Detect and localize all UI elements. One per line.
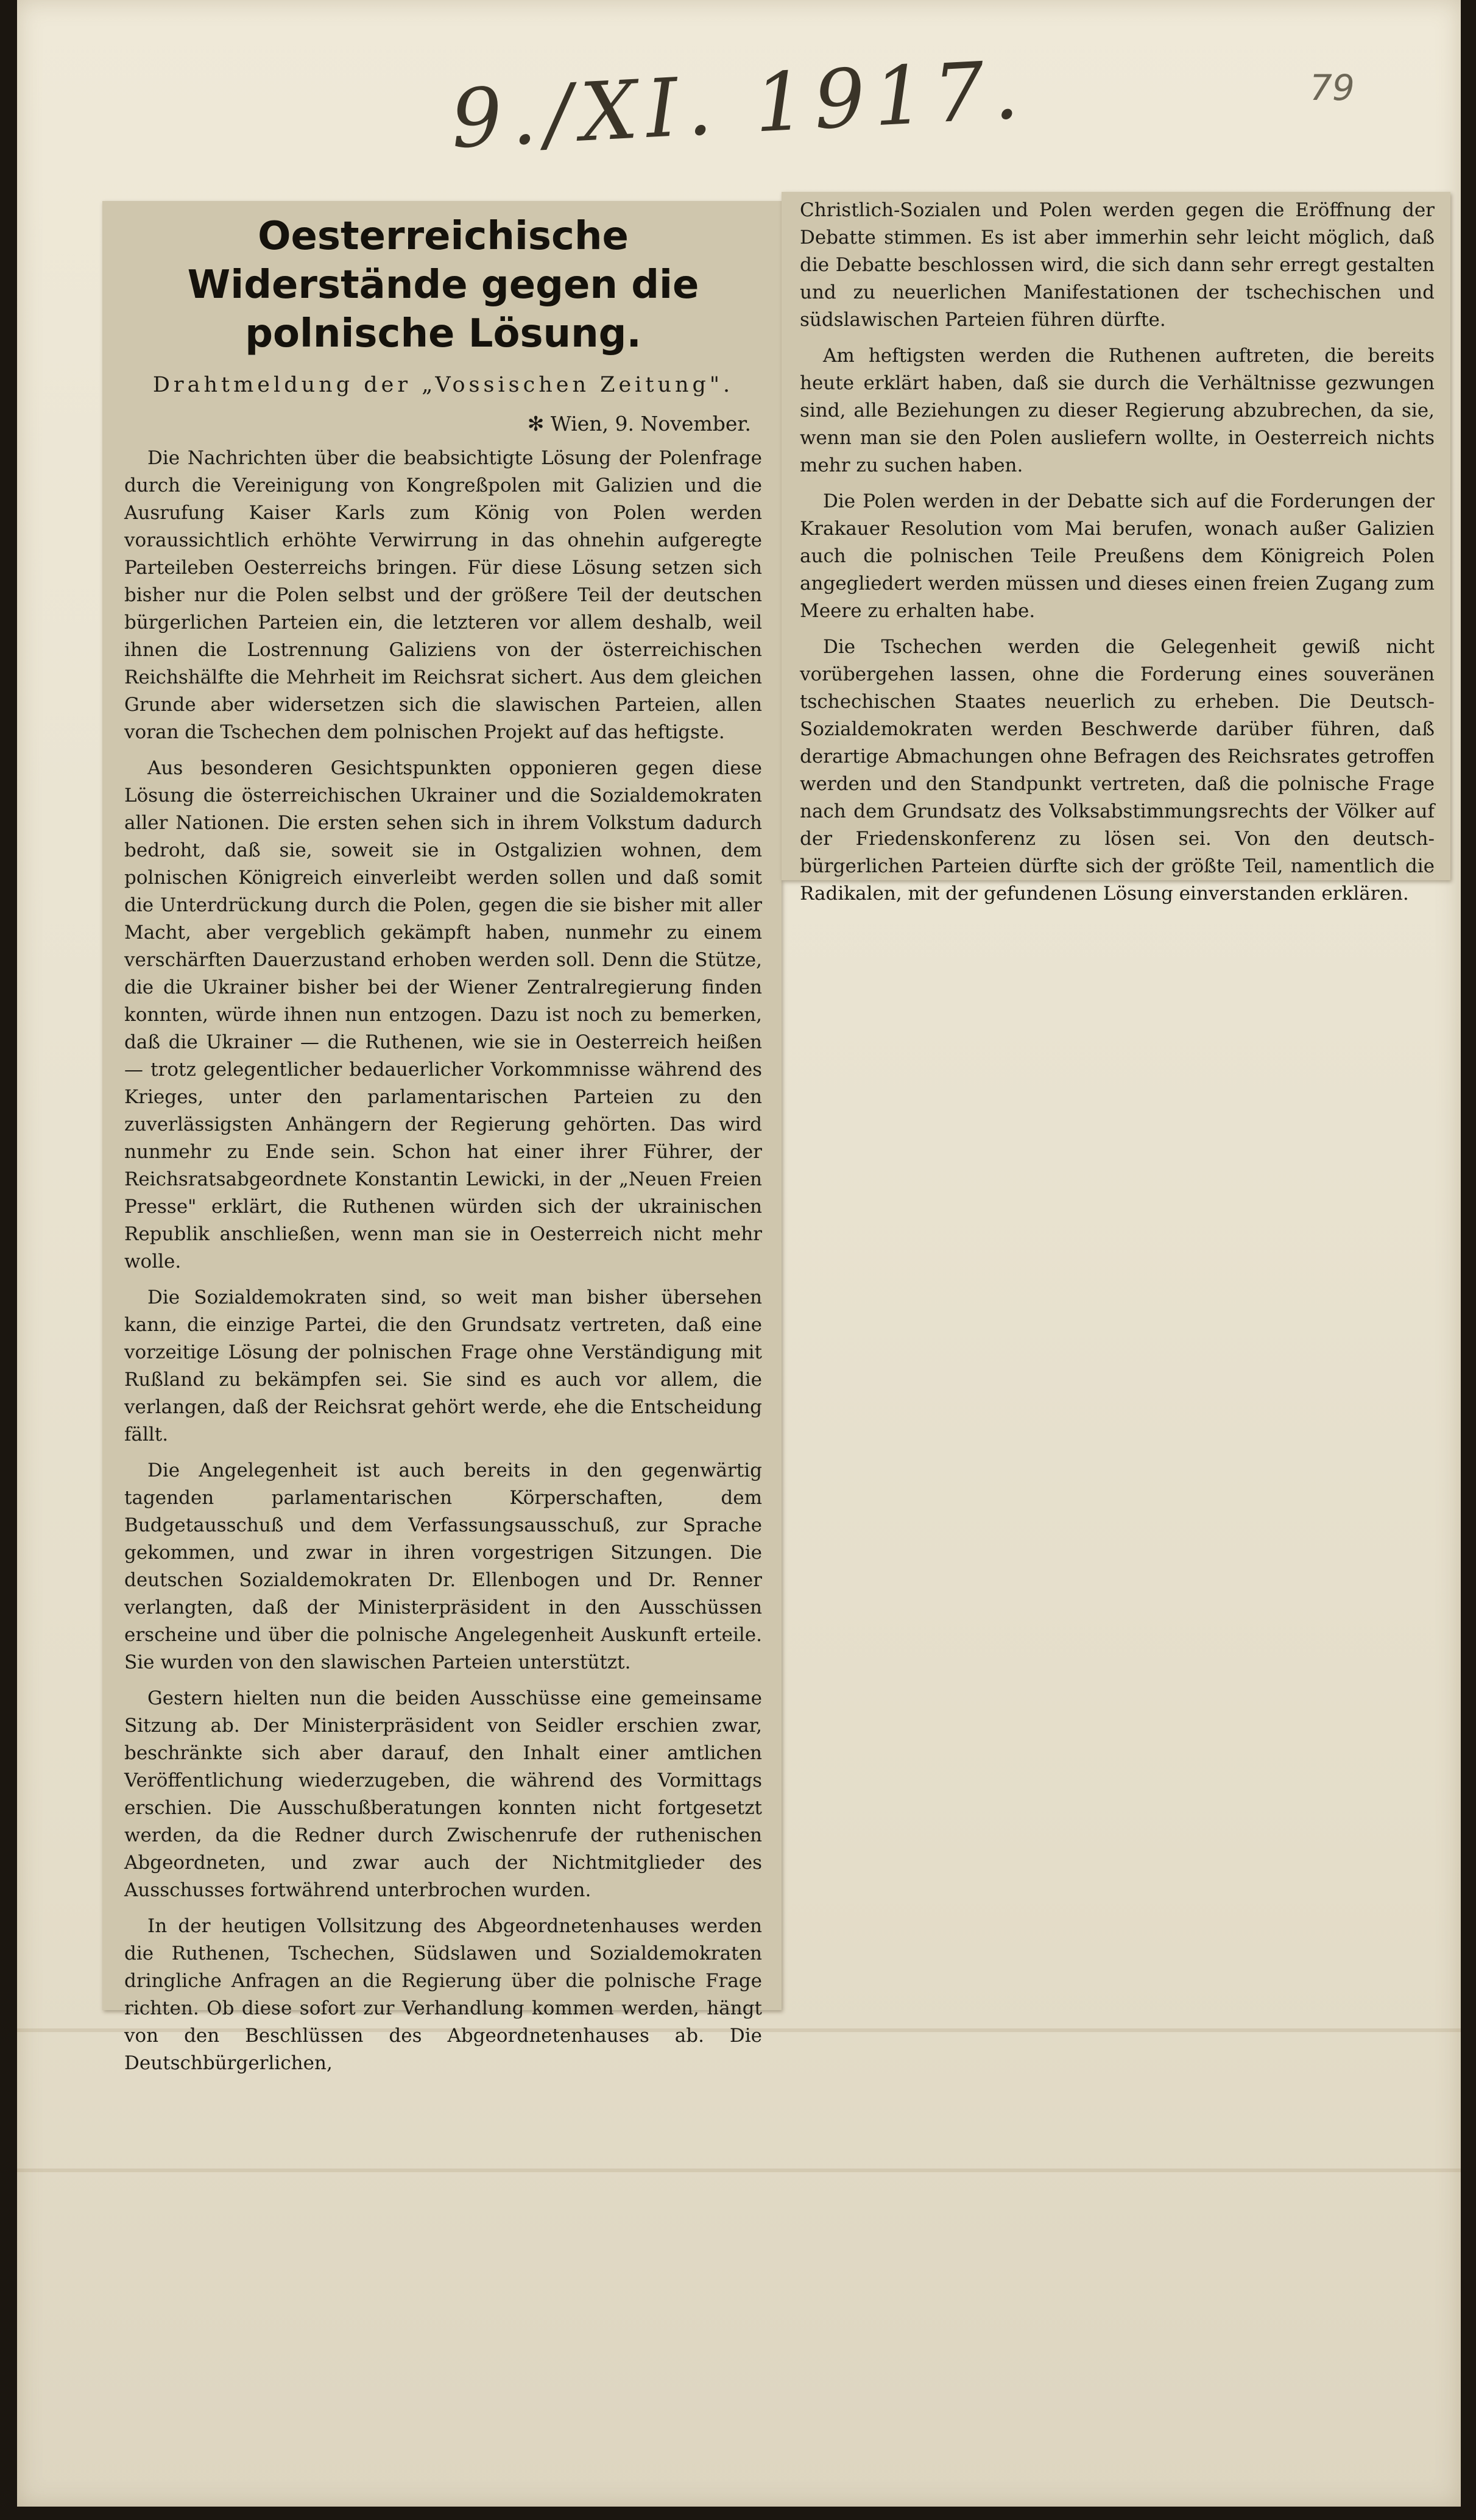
article-paragraph: Die Tschechen werden die Gelegenheit gewiß nicht vorübergehen lassen, ohne die Forderung eines souveränen tschechischen Staates neuerlich zu erheben. Die Deutsch-Sozialdemokraten werden Beschwerde darüber führen, daß derartige Abmachungen ohne Befragen des Reichsrates getroffen werden und den Standpunkt vertreten, daß die polnische Frage nach dem Grundsatz des Volksabstimmungsrechts der Völker auf der Friedenskonferenz zu lösen sei. Von den deutsch-bürgerlichen Parteien dürfte sich der größte Teil, namentlich die Radikalen, mit der gefundenen Lösung einverstanden erklären.: [800, 636, 1435, 905]
article-paragraph: In der heutigen Vollsitzung des Abgeordnetenhauses werden die Ruthenen, Tschechen, Südslawen und Sozialdemokraten dringliche Anfragen an die Regierung über die polnische Frage richten. Ob diese sofort zur Verhandlung kommen werden, hängt von den Beschlüssen des Abgeordnetenhauses ab. Die Deutschbürgerlichen,: [124, 1915, 762, 2074]
article-dateline: ✻ Wien, 9. November.: [527, 412, 751, 436]
page-number: 79: [1310, 67, 1355, 108]
article-paragraph: Aus besonderen Gesichtspunkten opponieren gegen diese Lösung die österreichischen Ukrainer und die Sozialdemokraten aller Nationen. Die ersten sehen sich in ihrem Volkstum dadurch bedroht, daß sie, soweit sie in Ostgalizien wohnen, dem polnischen Königreich einverleibt werden sollen und daß somit die Unterdrückung durch die Polen, gegen die sie bisher mit aller Macht, aber vergeblich gekämpft haben, nunmehr zu einem verschärften Dauerzustand erhoben werden soll. Denn die Stütze, die die Ukrainer bisher bei der Wiener Zentralregierung finden konnten, würde ihnen nun entzogen. Dazu ist noch zu bemerken, daß die Ukrainer — die Ruthenen, wie sie in Oesterreich heißen — trotz gelegentlicher bedauerlicher Vorkommnisse während des Krieges, unter den parlamentarischen Parteien zu den zuverlässigsten Anhängern der Regierung gehörten. Das wird nunmehr zu Ende sein. Schon hat einer ihrer Führer, der Reichsratsabgeordnete Konstantin Lewicki, in der „Neuen Freien Presse" erklärt, die Ruthenen würden sich der ukrainischen Republik anschließen, wenn man sie in Oesterreich nicht mehr wolle.: [124, 757, 762, 1272]
article-paragraph: Die Nachrichten über die beabsichtigte Lösung der Polenfrage durch die Vereinigung von Kongreßpolen mit Galizien und die Ausrufung Kaiser Karls zum König von Polen werden voraussichtlich erhöhte Verwirrung in das ohnehin aufgeregte Parteileben Oesterreichs bringen. Für diese Lösung setzen sich bisher nur die Polen selbst und der größere Teil der deutschen bürgerlichen Parteien ein, die letzteren vor allem deshalb, weil ihnen die Lostrennung Galiziens von der österreichischen Reichshälfte die Mehrheit im Reichsrat sichert. Aus dem gleichen Grunde aber widersetzen sich die slawischen Parteien, allen voran die Tschechen dem polnischen Projekt auf das heftigste.: [124, 447, 762, 743]
article-paragraph: Christlich-Sozialen und Polen werden gegen die Eröffnung der Debatte stimmen. Es ist aber immerhin sehr leicht möglich, daß die Debatte beschlossen wird, die sich dann sehr erregt gestalten und zu neuerlichen Manifestationen der tschechischen und südslawischen Parteien führen dürfte.: [800, 199, 1435, 331]
article-paragraph: Gestern hielten nun die beiden Ausschüsse eine gemeinsame Sitzung ab. Der Ministerpräsident von Seidler erschien zwar, beschränkte sich aber darauf, den Inhalt einer amtlichen Veröffentlichung wiederzugeben, die während des Vormittags erschien. Die Ausschußberatungen konnten nicht fortgesetzt werden, da die Redner durch Zwischenrufe der ruthenischen Abgeordneten, und zwar auch der Nichtmitglieder des Ausschusses fortwährend unterbrochen wurden.: [124, 1687, 762, 1901]
paper-fold: [17, 2169, 1461, 2172]
newspaper-clipping-right: [782, 192, 1450, 905]
newspaper-clipping-left: [102, 201, 782, 2074]
article-subhead: Drahtmeldung der „Vossischen Zeitung".: [152, 373, 734, 397]
article-paragraph: Die Polen werden in der Debatte sich auf die Forderungen der Krakauer Resolution vom Mai berufen, wonach außer Galizien auch die polnischen Teile Preußens dem Königreich Polen angegliedert werden müssen und dieses einen freien Zugang zum Meere zu erhalten habe.: [800, 490, 1435, 622]
article-paragraph: Am heftigsten werden die Ruthenen auftreten, die bereits heute erklärt haben, daß sie durch die Verhältnisse gezwungen sind, alle Beziehungen zu dieser Regierung abzubrechen, da sie, wenn man sie den Polen ausliefern wollte, in Oesterreich nichts mehr zu suchen haben.: [800, 345, 1435, 476]
article-paragraph: Die Sozialdemokraten sind, so weit man bisher übersehen kann, die einzige Partei, die den Grundsatz vertreten, daß eine vorzeitige Lösung der polnischen Frage ohne Verständigung mit Rußland zu bekämpfen sei. Sie sind es auch vor allem, die verlangen, daß der Reichsrat gehört werde, ehe die Entscheidung fällt.: [124, 1286, 762, 1445]
article-paragraph: Die Angelegenheit ist auch bereits in den gegenwärtig tagenden parlamentarischen Körperschaften, dem Budgetausschuß und dem Verfassungsausschuß, zur Sprache gekommen, und zwar in ihren vorgestrigen Sitzungen. Die deutschen Sozialdemokraten Dr. Ellenbogen und Dr. Renner verlangten, daß der Ministerpräsident in den Ausschüssen erscheine und über die polnische Angelegenheit Auskunft erteile. Sie wurden von den slawischen Parteien unterstützt.: [124, 1459, 762, 1673]
article-headline: Oesterreichische Widerstände gegen die polnische Lösung.: [187, 214, 699, 356]
handwritten-date: 9./XI. 1917.: [448, 43, 1029, 167]
